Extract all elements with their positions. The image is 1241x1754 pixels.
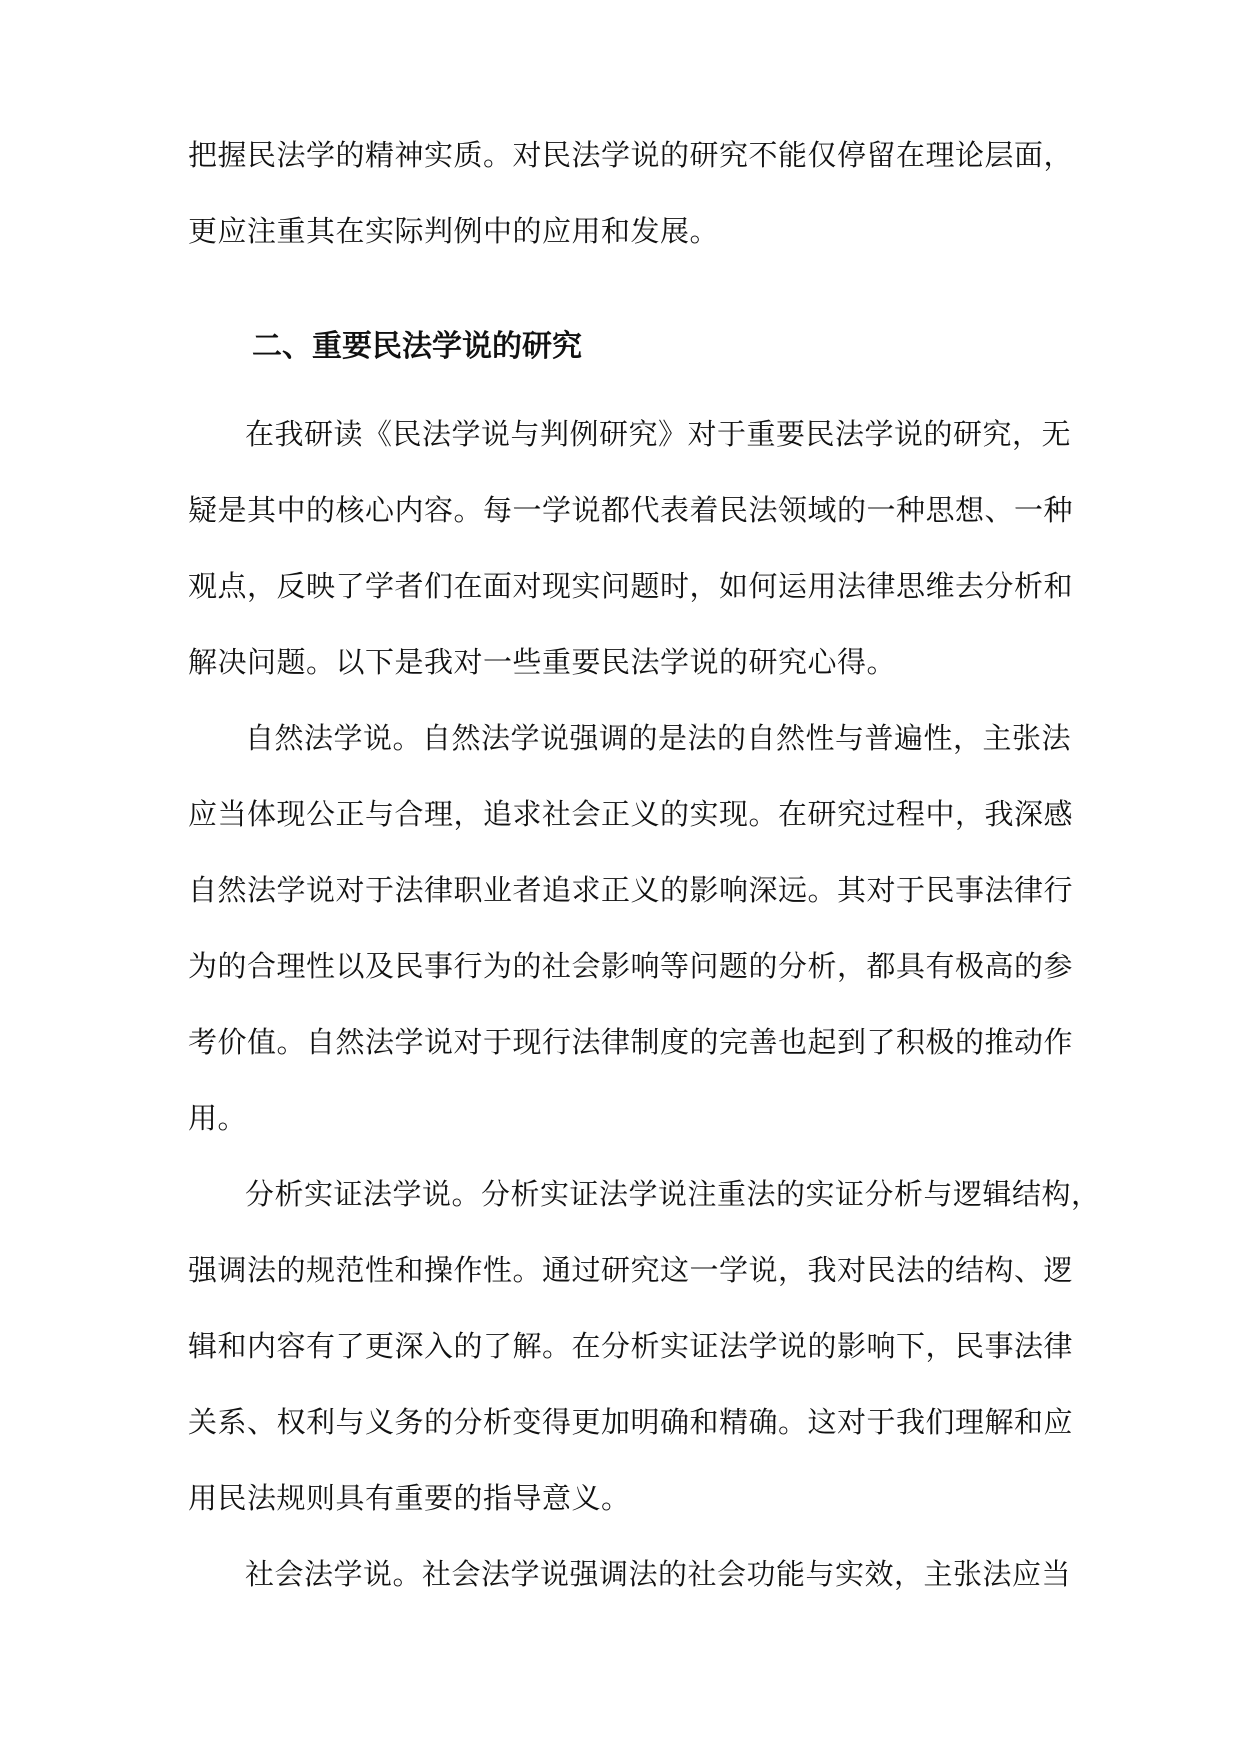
paragraph-first-line: 在我研读《民法学说与判例研究》对于重要民法学说的研究，无: [245, 417, 1072, 451]
paragraph-line: 辑和内容有了更深入的了解。在分析实证法学说的影响下，民事法律: [188, 1329, 1074, 1363]
paragraph-line: 用。: [188, 1101, 248, 1135]
paragraph-first-line: 自然法学说。自然法学说强调的是法的自然性与普遍性，主张法: [245, 721, 1072, 755]
section-heading: 二、重要民法学说的研究: [252, 329, 582, 364]
paragraph-line: 疑是其中的核心内容。每一学说都代表着民法领域的一种思想、一种: [188, 493, 1074, 527]
paragraph-line: 自然法学说对于法律职业者追求正义的影响深远。其对于民事法律行: [188, 873, 1074, 907]
paragraph-line: 为的合理性以及民事行为的社会影响等问题的分析，都具有极高的参: [188, 949, 1074, 983]
paragraph-first-line: 社会法学说。社会法学说强调法的社会功能与实效，主张法应当: [245, 1557, 1072, 1591]
paragraph-line: 解决问题。以下是我对一些重要民法学说的研究心得。: [188, 645, 897, 679]
paragraph-line: 更应注重其在实际判例中的应用和发展。: [188, 214, 720, 248]
paragraph-first-line: 分析实证法学说。分析实证法学说注重法的实证分析与逻辑结构，: [245, 1177, 1101, 1211]
paragraph-line: 强调法的规范性和操作性。通过研究这一学说，我对民法的结构、逻: [188, 1253, 1074, 1287]
paragraph-line: 关系、权利与义务的分析变得更加明确和精确。这对于我们理解和应: [188, 1405, 1074, 1439]
paragraph-line: 用民法规则具有重要的指导意义。: [188, 1481, 631, 1515]
paragraph-line: 把握民法学的精神实质。对民法学说的研究不能仅停留在理论层面，: [188, 138, 1074, 172]
paragraph-line: 应当体现公正与合理，追求社会正义的实现。在研究过程中，我深感: [188, 797, 1074, 831]
paragraph-line: 考价值。自然法学说对于现行法律制度的完善也起到了积极的推动作: [188, 1025, 1074, 1059]
paragraph-line: 观点，反映了学者们在面对现实问题时，如何运用法律思维去分析和: [188, 569, 1074, 603]
